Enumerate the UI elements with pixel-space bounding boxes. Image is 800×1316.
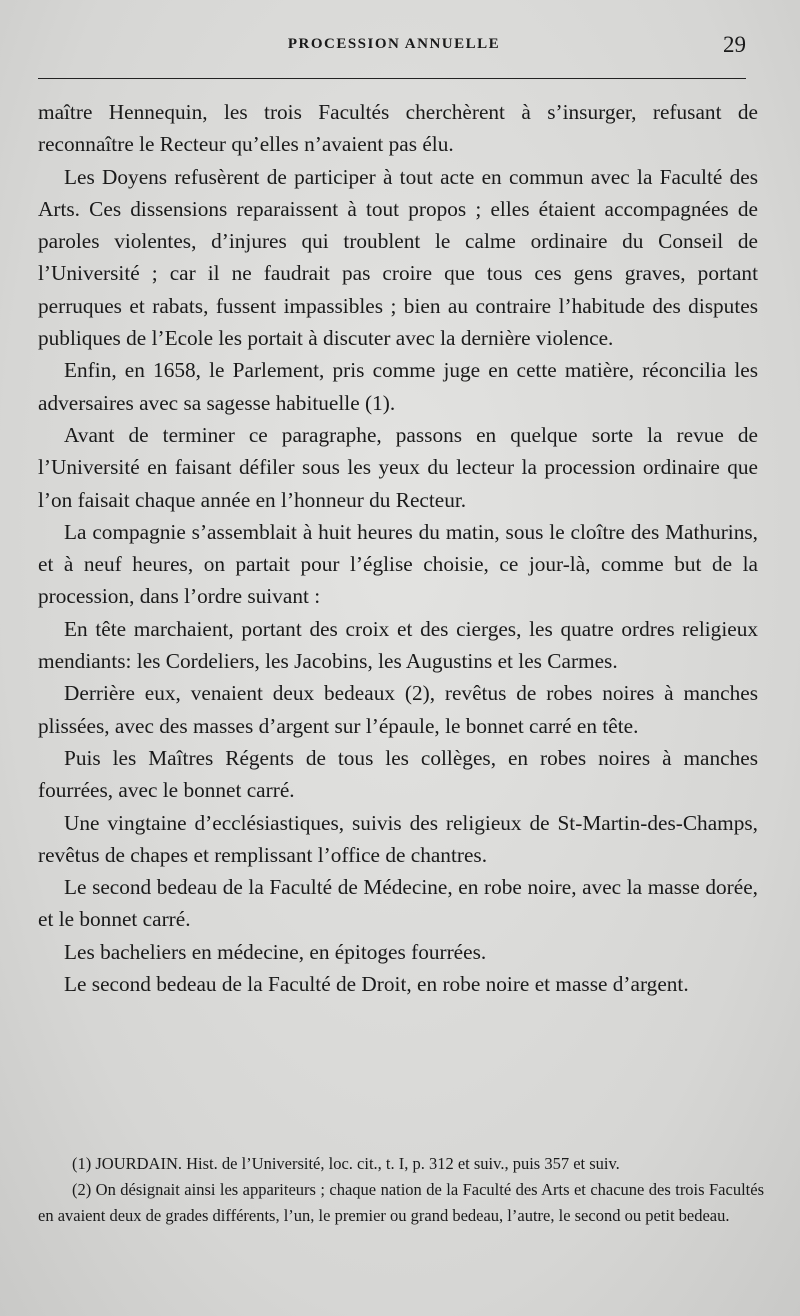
paragraph: maître Hennequin, les trois Facultés cherchèrent à s’insurger, refusant de reconnaître le Recteur qu’elles n’avaient pas élu. [38,100,758,157]
paragraph: Le second bedeau de la Faculté de Droit, en robe noire et masse d’argent. [64,972,689,997]
header-rule [38,78,746,79]
footnotes [38,1151,764,1229]
footnote: (2) On désignait ainsi les appariteurs ; chaque nation de la Faculté des Arts et chacune des trois Facultés en avaient deux de grades différents, l’un, le premier ou grand bedeau, l’autre, le second ou petit bedeau. [38,1180,764,1225]
paragraph: Une vingtaine d’ecclésiastiques, suivis des religieux de St-Martin-des-Champs, revêtus de chapes et remplissant l’office de chantres. [38,810,758,867]
paragraph: Derrière eux, venaient deux bedeaux (2), revêtus de robes noires à manches plissées, avec des masses d’argent sur l’épaule, le bonnet carré en tête. [38,681,758,738]
paragraph: Avant de terminer ce paragraphe, passons en quelque sorte la revue de l’Université en faisant défiler sous les yeux du lecteur la procession ordinaire que l’on faisait chaque année en l’honneur du Recteur. [38,422,758,512]
footnote: (1) JOURDAIN. Hist. de l’Université, loc. cit., t. I, p. 312 et suiv., puis 357 et suiv. [72,1154,620,1173]
running-title: PROCESSION ANNUELLE [287,36,501,52]
paragraph: Le second bedeau de la Faculté de Médecine, en robe noire, avec la masse dorée, et le bonnet carré. [38,875,758,932]
paragraph: Enfin, en 1658, le Parlement, pris comme juge en cette matière, réconcilia les adversaires avec sa sagesse habituelle (1). [38,358,758,415]
paragraph: Puis les Maîtres Régents de tous les collèges, en robes noires à manches fourrées, avec le bonnet carré. [38,745,758,803]
paragraph: Les Doyens refusèrent de participer à tout acte en commun avec la Faculté des Arts. Ces dissensions reparaissent à tout propos ; elles étaient accompagnées de paroles violentes, d’injures qui troublent le calme ordinaire du Conseil de l’Université ; car il ne faudrait pas croire que tous ces gens graves, portant perruques et rabats, fussent impassibles ; bien au contraire l’habitude des disputes publiques de l’Ecole les portait à discuter avec la dernière violence. [38,164,758,351]
page-number: 29 [723,32,746,57]
paragraph: En tête marchaient, portant des croix et des cierges, les quatre ordres religieux mendiants: les Cordeliers, les Jacobins, les Augustins et les Carmes. [38,616,758,674]
body-text [38,96,758,1000]
paragraph: La compagnie s’assemblait à huit heures du matin, sous le cloître des Mathurins, et à neuf heures, on partait pour l’église choisie, ce jour-là, comme but de la procession, dans l’ordre suivant : [38,519,758,609]
page-header [38,30,750,64]
paragraph: Les bacheliers en médecine, en épitoges fourrées. [64,939,487,964]
